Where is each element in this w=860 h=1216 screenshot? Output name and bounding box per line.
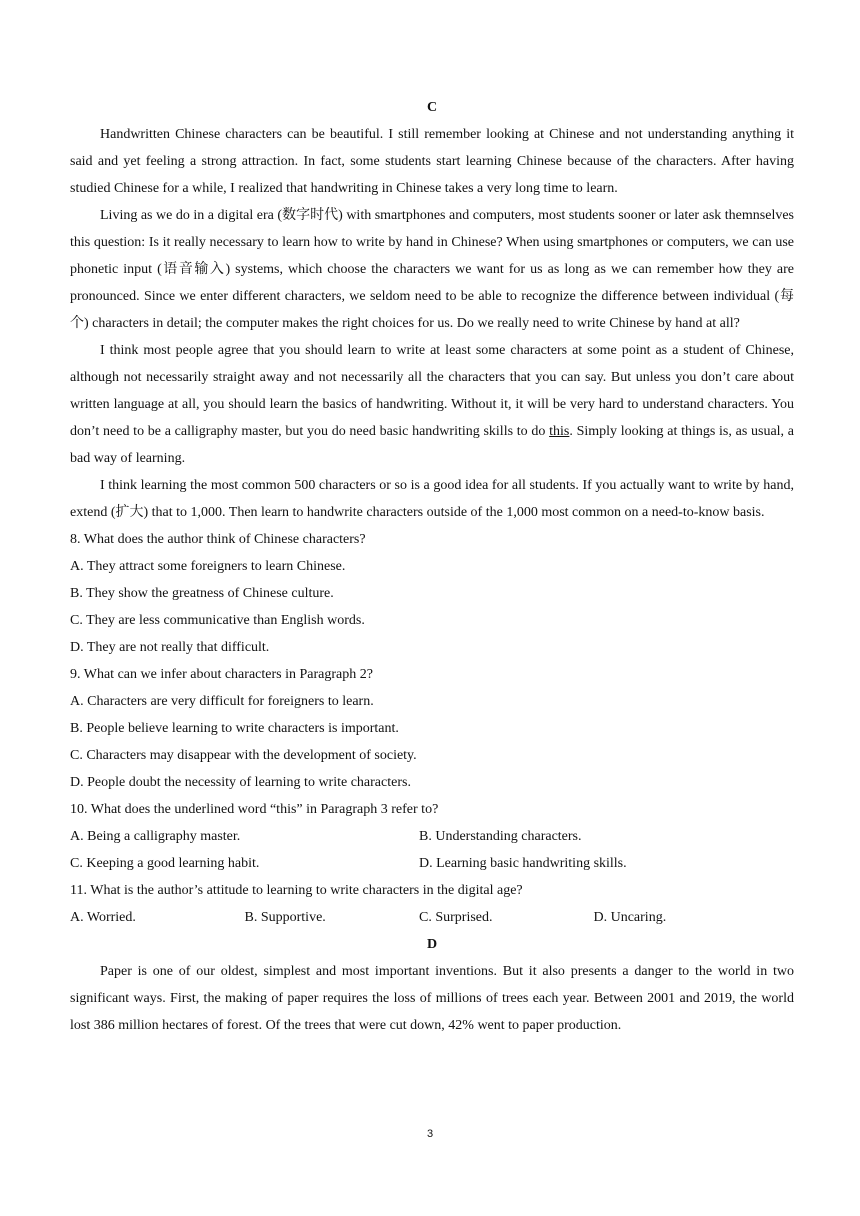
document-page (70, 94, 794, 1039)
section-c-paragraph-3 (70, 337, 794, 472)
section-d-paragraph-1: Paper is one of our oldest, simplest and most important inventions. But it also presents a danger to the world in two significant ways. First, the making of paper requires the loss of millions of trees each year. Between 2001 and 2019, the world lost 386 million hectares of forest. Of the trees that were cut down, 42% went to paper production. (70, 964, 794, 1033)
question-10-options-row-1 (70, 823, 794, 850)
question-11-option-d: D. Uncaring. (593, 910, 667, 925)
question-8-option-d: D. They are not really that difficult. (70, 640, 270, 655)
question-11-option-b: B. Supportive. (244, 910, 326, 925)
question-8-option-c: C. They are less communicative than English words. (70, 613, 365, 628)
question-10-option-d: D. Learning basic handwriting skills. (419, 856, 627, 871)
section-c-paragraph-1: Handwritten Chinese characters can be beautiful. I still remember looking at Chinese and not understanding anything it said and yet feeling a strong attraction. In fact, some students start learning Chinese because of the characters. After having studied Chinese for a while, I realized that handwriting in Chinese takes a very long time to learn. (70, 127, 794, 196)
page-number: 3 (426, 1128, 434, 1140)
section-c-paragraph-4: I think learning the most common 500 characters or so is a good idea for all students. If you actually want to write by hand, extend (扩大) that to 1,000. Then learn to handwrite characters outside of the 1,000 most common on a need-to-know basis. (70, 478, 794, 520)
question-9-option-b: B. People believe learning to write characters is important. (70, 721, 399, 736)
section-c-title: C (426, 100, 438, 115)
question-9-option-a: A. Characters are very difficult for foreigners to learn. (70, 694, 374, 709)
question-8-stem: 8. What does the author think of Chinese characters? (70, 532, 366, 547)
question-11-stem: 11. What is the author’s attitude to learning to write characters in the digital age? (70, 883, 523, 898)
section-c-paragraph-2: Living as we do in a digital era (数字时代) with smartphones and computers, most students sooner or later ask themnselves this question: Is it really necessary to learn how to write by hand in Chinese? When using smartphones or computers, we can use phonetic input (语音输入) systems, which choose the characters we want for us as long as we can remember how they are pronounced. Since we enter different characters, we seldom need to be able to recognize the difference between individual (每个) characters in detail; the computer makes the right choices for us. Do we really need to write Chinese by hand at all? (70, 208, 794, 331)
question-11-options-row (70, 904, 794, 931)
question-10-option-a: A. Being a calligraphy master. (70, 829, 241, 844)
paragraph-3-text-after: . Simply looking at things is, as usual, a bad way of learning. (70, 424, 794, 466)
question-9-option-c: C. Characters may disappear with the development of society. (70, 748, 417, 763)
question-11-option-c: C. Surprised. (419, 910, 493, 925)
question-8-option-b: B. They show the greatness of Chinese culture. (70, 586, 334, 601)
paragraph-3-text-before: I think most people agree that you should learn to write at least some characters at some point as a student of Chinese, although not necessarily straight away and not necessarily all the characters that you can say. But unless you don’t care about written language at all, you should learn the basics of handwriting. Without it, it will be very hard to understand characters. You don’t need to be a calligraphy master, but you do need basic handwriting skills to do (70, 343, 794, 439)
question-9-stem: 9. What can we infer about characters in Paragraph 2? (70, 667, 373, 682)
question-10-options-row-2 (70, 850, 794, 877)
question-9-option-d: D. People doubt the necessity of learning to write characters. (70, 775, 411, 790)
question-8-option-a: A. They attract some foreigners to learn Chinese. (70, 559, 346, 574)
section-d-title: D (426, 937, 438, 952)
question-10-stem: 10. What does the underlined word “this” in Paragraph 3 refer to? (70, 802, 439, 817)
question-10-option-c: C. Keeping a good learning habit. (70, 856, 260, 871)
underlined-word-this: this (549, 424, 570, 439)
question-10-option-b: B. Understanding characters. (419, 829, 582, 844)
question-11-option-a: A. Worried. (70, 910, 136, 925)
